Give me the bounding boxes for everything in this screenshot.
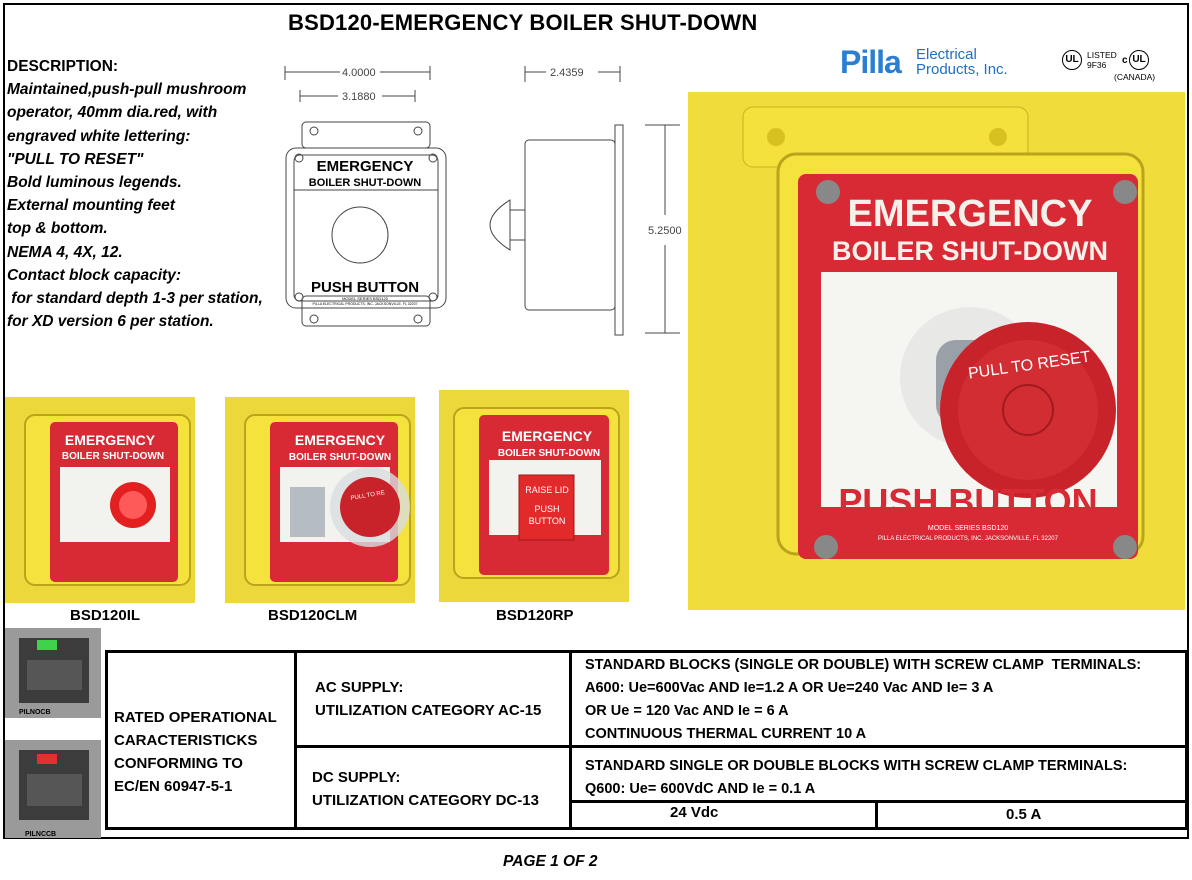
ratings-heading-line: CARACTERISTICKS: [114, 732, 258, 749]
dim-width-inner: 3.1880: [342, 91, 376, 103]
page-footer: PAGE 1 OF 2: [503, 853, 598, 870]
variant-legend-sub: BOILER SHUT-DOWN: [61, 451, 165, 462]
ratings-heading: [114, 706, 277, 798]
variant-legend-bottom: PUSH BUTTON: [68, 546, 162, 561]
variant-photo-bsd120il: [5, 397, 195, 603]
variant-legend-sub: BOILER SHUT-DOWN: [288, 452, 392, 463]
cul-prefix: c: [1122, 55, 1128, 66]
brand-line1: Electrical: [916, 46, 977, 63]
dc-supply-label: DC SUPPLY:: [312, 769, 401, 786]
dc-detail-line: Q600: Ue= 600VdC AND Ie = 0.1 A: [585, 781, 816, 797]
ac-detail-line: A600: Ue=600Vac AND Ie=1.2 A OR Ue=240 Vac AND Ie= 3 A: [585, 680, 994, 696]
ul-code: 9F36: [1087, 60, 1107, 70]
description-line: for XD version 6 per station.: [7, 313, 214, 331]
description-line: for standard depth 1-3 per station,: [7, 290, 263, 308]
cover-bottom-text-2: BUTTON: [528, 516, 566, 526]
variant-legend-top: EMERGENCY: [64, 432, 156, 448]
ac-detail-line: CONTINUOUS THERMAL CURRENT 10 A: [585, 726, 867, 742]
contact-block-photo-no: [5, 628, 101, 718]
variant-caption: BSD120CLM: [268, 607, 358, 624]
description-line: Maintained,push-pull mushroom: [7, 81, 247, 99]
main-button-text: PULL TO RESET: [967, 348, 1092, 383]
main-maker-small: PILLA ELECTRICAL PRODUCTS, INC. JACKSONVILLE, FL 32207: [878, 536, 1058, 542]
description: [7, 55, 297, 333]
dc-category-label: UTILIZATION CATEGORY DC-13: [312, 792, 539, 809]
ac-detail-line: STANDARD BLOCKS (SINGLE OR DOUBLE) WITH SCREW CLAMP TERMINALS:: [585, 657, 1142, 673]
variant-legend-top: EMERGENCY: [294, 432, 386, 448]
description-line: Bold luminous legends.: [7, 174, 182, 192]
dc-detail-line: STANDARD SINGLE OR DOUBLE BLOCKS WITH SCREW CLAMP TERMINALS:: [585, 758, 1128, 774]
variant-legend-bottom: PUSH BUTTON: [492, 538, 586, 553]
drawing-legend-sub: BOILER SHUT-DOWN: [308, 177, 422, 189]
main-legend-top: EMERGENCY: [847, 193, 1093, 235]
main-legend-bottom: PUSH BUTTON: [838, 481, 1098, 522]
variant-legend-bottom: PUSH BUTTON: [293, 548, 387, 563]
variant-caption: BSD120RP: [496, 607, 574, 624]
dim-height: 5.2500: [648, 225, 682, 237]
dc-current-cell: 0.5 A: [1006, 806, 1042, 823]
description-line: top & bottom.: [7, 220, 108, 238]
ratings-heading-line: CONFORMING TO: [114, 755, 243, 772]
cover-top-text: RAISE LID: [525, 485, 569, 495]
ul-listed: LISTED: [1087, 50, 1117, 60]
variant-photo-bsd120clm: [225, 397, 415, 603]
cover-bottom-text-1: PUSH: [534, 504, 560, 514]
brand-line2: Products, Inc.: [916, 61, 1008, 78]
ratings-heading-line: EC/EN 60947-5-1: [114, 778, 233, 795]
variant-photo-bsd120rp: [439, 390, 629, 602]
description-heading: DESCRIPTION:: [7, 58, 119, 75]
cul-mark-icon: UL: [1129, 50, 1149, 70]
description-line: engraved white lettering:: [7, 127, 191, 145]
drawing-model-small: MODEL SERIES BSD120: [342, 296, 388, 301]
drawing-legend-top: EMERGENCY: [316, 158, 414, 175]
contact-block-label: PILNOCB: [19, 709, 51, 716]
dc-supply-cell: [312, 766, 539, 812]
variant-caption: BSD120IL: [70, 607, 141, 624]
pilla-logo-text: Pilla: [840, 44, 901, 80]
drawing-legend-bottom: PUSH BUTTON: [310, 279, 420, 296]
variant-legend-sub: BOILER SHUT-DOWN: [497, 448, 601, 459]
description-line: External mounting feet: [7, 197, 175, 215]
ratings-heading-line: RATED OPERATIONAL: [114, 709, 277, 726]
variant-legend-top: EMERGENCY: [501, 428, 593, 444]
main-product-photo: [688, 92, 1185, 610]
ac-supply-cell: [315, 676, 541, 722]
ac-details-cell: [585, 654, 1141, 746]
contact-block-label: PILNCCB: [25, 831, 57, 838]
ul-certification: [1062, 50, 1172, 86]
contact-block-photo-nc: [5, 740, 101, 838]
dc-voltage-cell: 24 Vdc: [670, 804, 719, 821]
main-model-small: MODEL SERIES BSD120: [927, 525, 1009, 532]
description-line: NEMA 4, 4X, 12.: [7, 243, 123, 261]
description-line: Contact block capacity:: [7, 266, 181, 284]
ul-region: (CANADA): [1114, 72, 1156, 82]
dim-width-outer: 4.0000: [342, 67, 376, 79]
variant-button-text: PULL TO RE: [350, 490, 386, 502]
technical-drawing: [280, 60, 700, 350]
main-legend-sub: BOILER SHUT-DOWN: [832, 236, 1108, 266]
description-line: operator, 40mm dia.red, with: [7, 104, 218, 122]
ac-supply-label: AC SUPPLY:: [315, 679, 404, 696]
ac-detail-line: OR Ue = 120 Vac AND Ie = 6 A: [585, 703, 789, 719]
brand-name: [916, 47, 1008, 77]
page-title: BSD120-EMERGENCY BOILER SHUT-DOWN: [288, 10, 758, 35]
ul-mark-icon: UL: [1062, 50, 1082, 70]
dim-depth: 2.4359: [550, 67, 584, 79]
drawing-maker-small: PILLA ELECTRICAL PRODUCTS, INC. JACKSONVILLE, FL 32207: [312, 302, 418, 306]
description-line: "PULL TO RESET": [7, 150, 144, 168]
ac-category-label: UTILIZATION CATEGORY AC-15: [315, 702, 542, 719]
dc-details-cell: [585, 755, 1127, 801]
